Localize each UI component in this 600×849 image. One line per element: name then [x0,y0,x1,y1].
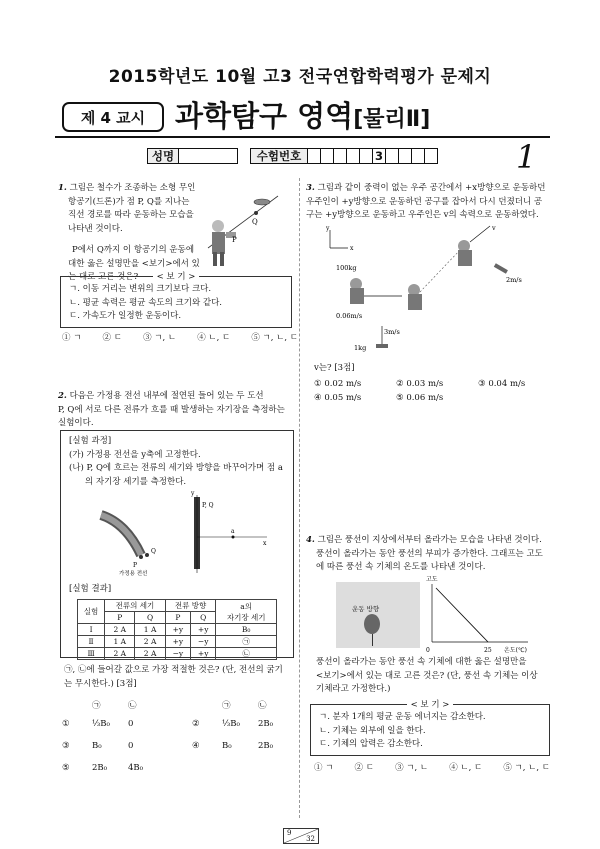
proc-step: 의 자기장 세기를 측정한다. [85,476,187,487]
choice[interactable]: ⑤ ㄱ, ㄴ, ㄷ [251,333,298,343]
q1-line: P에서 Q까지 이 항공기의 운동에 [72,245,195,255]
q2-line: ㉠, ㉡에 들어갈 값으로 가장 적절한 것은? (단, 전선의 굵기 [64,665,283,675]
label-mass-tool: 1kg [354,344,367,352]
q2-number: 2. [58,391,67,401]
answer-row[interactable]: ③ B₀ 0 ④ B₀ 2B₀ [62,740,274,751]
bogi-title: < 보 기 > [153,272,200,282]
q4-line: <보기>에서 있는 대로 고른 것은? (단, 풍선 속 기체는 이상 [316,670,538,681]
q4-line: 그림은 풍선이 지상에서부터 올라가는 모습을 나타낸 것이다. [317,535,542,545]
q4-question [306,656,556,697]
th-p: P [165,612,190,624]
choice[interactable]: ② ㄷ [102,333,122,343]
exam-no-cell[interactable] [424,148,438,164]
q2-experiment-box [60,430,294,658]
q2-text [58,390,298,431]
label-pq: P, Q [202,502,214,509]
q3-number: 3. [306,183,315,193]
choice[interactable]: ③ ㄱ, ㄴ [395,763,429,773]
label-p: P [133,562,138,569]
q1-line: 그림은 철수가 조종하는 소형 무인 [69,183,196,193]
answer-row[interactable]: ① ⅓B₀ 0 ② ⅓B₀ 2B₀ [62,718,274,729]
balloon-picture [336,582,420,648]
q2-line: 실험이다. [58,418,94,428]
ans-head: ㉠ [222,701,231,711]
choice[interactable]: ④ ㄴ, ㄷ [197,333,231,343]
label-alt: 고도 [426,576,438,583]
label-motion: 운동 방향 [352,605,380,613]
q4-text [306,534,556,575]
subject-sub: [물리Ⅱ] [353,107,431,132]
q1-number: 1. [58,183,67,193]
exam-no-cell[interactable] [411,148,425,164]
label-x: x [350,245,354,252]
result-title: [실험 결과] [69,584,112,594]
th-mag: 전류의 세기 [105,600,166,612]
label-v1: 0.06m/s [336,312,363,320]
label-mass-astronaut: 100kg [336,264,357,272]
bogi-item: ㄴ. 기체는 외부에 일을 한다. [319,725,426,736]
label-v: v [492,224,496,232]
q2-answers [62,700,294,780]
temp-altitude-graph [428,574,548,660]
footer-bottom: 32 [306,835,315,843]
choice[interactable]: ⑤ 0.06 m/s [396,392,444,403]
label-zero: 0 [426,647,430,654]
label-q: Q [252,218,258,226]
choice[interactable]: ② 0.03 m/s [396,379,444,389]
q4-bogi-box [310,700,550,756]
q1-choices [62,332,298,346]
ans-head: ㉡ [128,701,137,711]
exam-no-cell[interactable] [333,148,347,164]
label-p: P [232,236,237,244]
q1-line: 항공기(드론)가 점 P, Q를 지나는 [68,196,190,207]
choice[interactable]: ① ㄱ [62,333,82,343]
footer-top: 9 [287,829,292,837]
proc-step: (가) 가정용 전선을 y축에 고정한다. [69,449,201,460]
choice[interactable]: ① ㄱ [314,763,334,773]
th-exp: 실험 [78,600,105,624]
table-row: Ⅱ 1 A 2 A +y −y ㉠ [78,636,277,648]
label-v2: 2m/s [506,276,522,284]
q4-line: 풍선이 올라가는 동안 풍선 속 기체에 대한 옳은 설명만을 [316,657,527,667]
choice[interactable]: ③ ㄱ, ㄴ [143,333,177,343]
page-footer [283,828,319,844]
exam-no-cell[interactable] [398,148,412,164]
th-field2: 자기장 세기 [226,612,266,622]
period-badge: 제 4 교시 [62,102,164,132]
label-y: y [326,225,330,232]
choice[interactable]: ② ㄷ [354,763,374,773]
drone-figure [200,188,290,268]
name-field[interactable] [178,148,238,164]
choice[interactable]: ④ 0.05 m/s [314,392,362,403]
q2-question [64,664,296,691]
label-v3: 3m/s [384,328,400,336]
exam-no-digit: 3 [372,148,386,164]
th-field: a의 [240,601,253,611]
bogi-item: ㄷ. 가속도가 일정한 운동이다. [69,311,182,321]
th-q: Q [191,612,216,624]
q2-line: 는 무시한다.) [3점] [64,678,137,689]
q4-line: 풍선이 올라가는 동안 풍선의 부피가 증가한다. 그래프는 고도 [316,548,543,559]
bogi-item: ㄴ. 평균 속력은 평균 속도의 크기와 같다. [69,297,222,308]
th-p: P [105,612,135,624]
q4-line: 에 따른 풍선 속 기체의 온도를 나타낸 것이다. [316,562,486,572]
q3-line: 우주인이 +y방향으로 운동하던 공구를 잡아서 다시 던졌더니 공 [306,196,543,207]
wire-figure [91,490,271,577]
temp-line [436,588,488,642]
th-q: Q [135,612,165,624]
answer-row[interactable]: ⑤ 2B₀ 4B₀ [62,762,144,773]
exam-no-cell[interactable] [385,148,399,164]
astronaut-figure [310,222,550,362]
q4-number: 4. [306,535,315,545]
exam-no-label: 수험번호 [250,148,308,164]
exam-no-cell[interactable] [307,148,321,164]
q3-text [306,182,556,223]
bogi-item: ㄱ. 분자 1개의 평균 운동 에너지는 감소한다. [319,712,486,722]
choice[interactable]: ④ ㄴ, ㄷ [449,763,483,773]
bogi-item: ㄱ. 이동 거리는 변위의 크기보다 크다. [69,284,212,294]
exam-no-cell[interactable] [320,148,334,164]
label-a: a [231,528,235,535]
choice[interactable]: ① 0.02 m/s [314,379,362,389]
bogi-item: ㄷ. 기체의 압력은 감소한다. [319,739,423,749]
label-x: x [263,540,267,547]
q3-choices [314,378,554,405]
proc-title: [실험 과정] [69,436,112,446]
q3-line: 그림과 같이 중력이 없는 우주 공간에서 +x방향으로 운동하던 [317,183,546,193]
label-q: Q [151,548,156,555]
q3-question: v는? [3점] [314,363,355,373]
label-cable: 가정용 전선 [119,571,148,577]
q2-line: P, Q에 서로 다른 전류가 흐를 때 발생하는 자기장을 측정하는 [58,404,285,415]
q3-line: 구는 +y방향으로 운동하고 우주인은 v의 속력으로 운동하였다. [306,210,539,220]
exam-title: 2015학년도 10월 고3 전국연합학력평가 문제지 [108,67,492,87]
q1-line: 는 대로 고른 것은? [68,272,139,282]
choice[interactable]: ⑤ ㄱ, ㄴ, ㄷ [503,763,550,773]
name-label: 성명 [147,148,179,164]
label-temp-val: 25 [484,647,492,654]
header-rule [55,136,550,138]
table-row: Ⅲ 2 A 2 A −y +y ㉡ [78,648,277,660]
choice[interactable]: ③ 0.04 m/s [478,379,526,389]
q2-line: 다음은 가정용 전선 내부에 절연된 들어 있는 두 도선 [69,391,264,401]
bogi-title: < 보 기 > [407,700,454,710]
q4-line: 기체라고 가정한다.) [316,684,391,694]
ans-head: ㉠ [92,701,101,711]
subject-title [175,94,430,135]
subject-main: 과학탐구 영역 [175,99,354,133]
ans-head: ㉡ [258,701,267,711]
q1-line: 직선 경로를 따라 운동하는 모습을 [68,210,194,220]
q1-line: 나타낸 것이다. [68,223,123,234]
th-dir: 전류 방향 [165,600,216,612]
exam-no-cell[interactable] [346,148,360,164]
q1-bogi-box [60,272,292,328]
exam-no-cell[interactable] [359,148,373,164]
page-number: 1 [516,138,537,176]
table-row: Ⅰ 2 A 1 A +y +y B₀ [78,624,277,636]
label-temp: 온도(℃) [504,647,528,654]
result-table [77,599,277,660]
label-y: y [191,490,195,497]
q4-choices [314,762,550,776]
proc-step: (나) P, Q에 흐르는 전류의 세기와 방향을 바꾸어가며 점 a [69,463,283,473]
column-separator [299,178,300,818]
q1-line: 대한 옳은 설명만을 <보기>에서 있 [68,258,200,269]
info-bar [148,148,438,164]
